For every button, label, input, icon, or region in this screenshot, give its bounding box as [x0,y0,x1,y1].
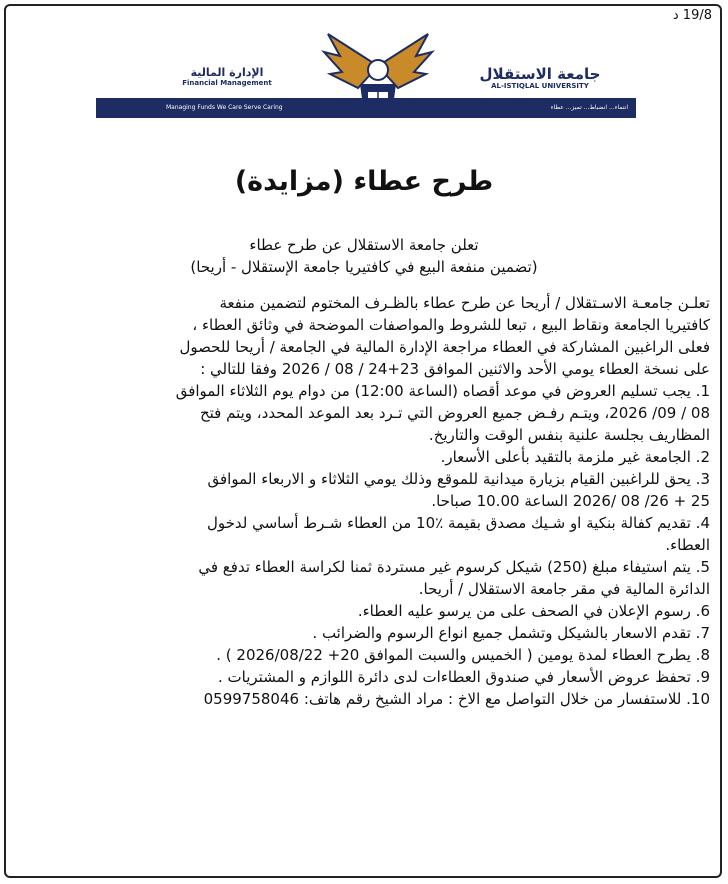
band-right-text: انتماء... انضباط... تميز... عطاء [550,104,628,111]
intro-line: (تضمين منفعة البيع في كافتيريا جامعة الإستقلال - أريحا) [190,258,538,276]
term-item [18,380,710,446]
header [96,26,636,126]
term-item [18,600,710,622]
finance-ar: الإدارة المالية [190,66,264,79]
university-name [470,66,610,90]
term-item [18,666,710,688]
terms-list [18,380,710,710]
term-line: 5. يتم استيفاء مبلغ (250) شيكل كرسوم غير مستردة ثمنا لكراسة العطاء تدفع في [198,558,710,576]
intro [20,234,708,278]
term-line: 4. تقديم كفالة بنكية او شـيك مصدق بقيمة ٪10 من العطاء شـرط أساسي لدخول [206,514,710,532]
term-line: 25 + 26/ 08 /2026 الساعة 10.00 صباحا. [431,492,710,510]
term-item [18,468,710,512]
university-en: AL-ISTIQLAL UNIVERSITY [491,82,589,90]
ad-body [18,292,710,710]
term-item [18,446,710,468]
term-item [18,688,710,710]
term-line: 2. الجامعة غير ملزمة بالتقيد بأعلى الأسعار. [440,448,710,466]
term-line: 1. يجب تسليم العروض في موعد أقصاه (الساعة 12:00) من دوام يوم الثلاثاء الموافق [175,382,710,400]
band-left-text: Managing Funds We Care Serve Caring [166,104,283,111]
paragraph-line: كافتيريا الجامعة ونقاط البيع ، تبعا للشروط والمواصفات الموضحة في وثائق العطاء ، [192,316,710,334]
university-ar: جامعة الاستقلال [479,65,601,83]
paragraph-line: على نسخة العطاء يومي الأحد والاثنين الموافق 23+24 / 08 / 2026 وفقا للتالي : [200,360,710,378]
term-line: 3. يحق للراغبين القيام بزيارة ميدانية للموقع وذلك يومي الثلاثاء و الاربعاء الموافق [207,470,710,488]
paragraph-line: تعلـن جامعـة الاسـتقلال / أريحا عن طرح عطاء بالظـرف المختوم لتضمين منفعة [219,294,710,312]
term-line: 8. يطرح العطاء لمدة يومين ( الخميس والسبت الموافق 20+ 2026/08/22 ) . [216,646,710,664]
intro-line: تعلن جامعة الاستقلال عن طرح عطاء [249,236,479,254]
term-line: 9. تحفظ عروض الأسعار في صندوق العطاءات لدى دائرة اللوازم و المشتريات . [217,668,710,686]
term-line: 10. للاستفسار من خلال التواصل مع الاخ : مراد الشيخ رقم هاتف: 0599758046 [203,690,710,708]
ad-title: طرح عطاء (مزايدة) [234,166,494,197]
reference-number: 19/8 د [672,8,712,23]
financial-management-label [162,66,292,87]
term-line: المظاريف بجلسة علنية بنفس الوقت والتاريخ. [428,426,710,444]
term-line: 7. تقدم الاسعار بالشيكل وتشمل جميع انواع الرسوم والضرائب . [312,624,710,642]
term-item [18,622,710,644]
term-line: 08 / 09/ 2026، ويتـم رفـض جميع العروض التي تـرد بعد الموعد المحدد، ويتم فتح [199,404,710,422]
finance-en: Financial Management [182,79,272,87]
header-band [96,98,636,118]
paragraph-line: فعلى الراغبين المشاركة في العطاء مراجعة الإدارة المالية في الجامعة / أريحا للحصول [179,338,710,356]
term-item [18,556,710,600]
term-item [18,512,710,556]
term-line: 6. رسوم الإعلان في الصحف على من يرسو عليه العطاء. [357,602,710,620]
term-line: العطاء. [665,536,710,554]
term-item [18,644,710,666]
term-line: الدائرة المالية في مقر جامعة الاستقلال / أريحا. [418,580,710,598]
